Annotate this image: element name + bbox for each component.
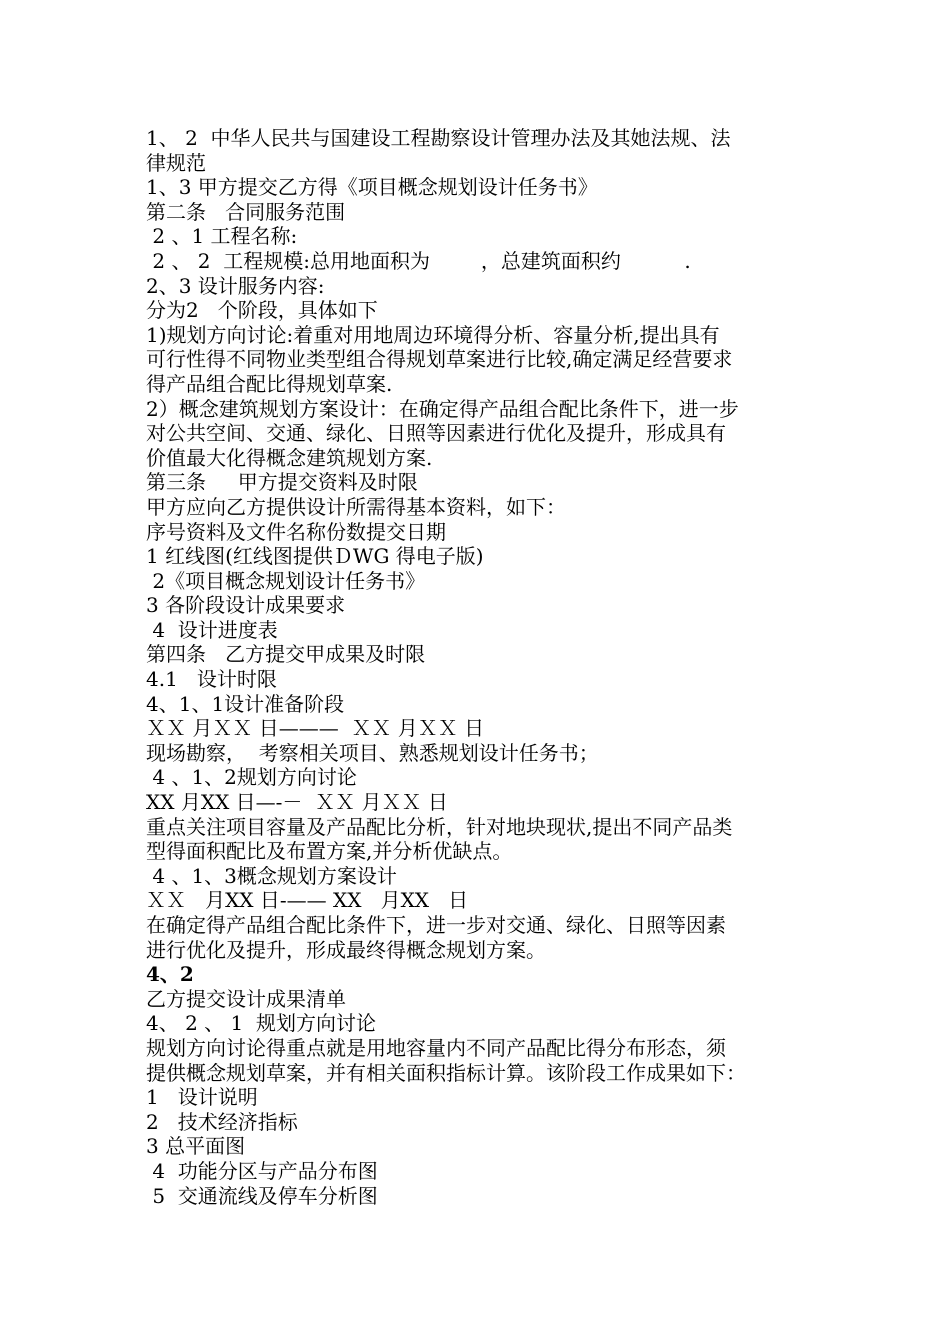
text-line: 律规范 xyxy=(146,150,206,175)
list-item: 2 技术经济指标 xyxy=(146,1109,298,1134)
text-line: 得产品组合配比得规划草案. xyxy=(146,371,393,396)
text-line: 2、3 设计服务内容: xyxy=(146,273,325,298)
text-line: 序号资料及文件名称份数提交日期 xyxy=(146,519,446,544)
text-line: 重点关注项目容量及产品配比分析，针对地块现状,提出不同产品类 xyxy=(146,814,733,839)
text-line: 进行优化及提升，形成最终得概念规划方案。 xyxy=(146,937,546,962)
text-line: 在确定得产品组合配比条件下，进一步对交通、绿化、日照等因素 xyxy=(146,913,726,937)
text-line: 2）概念建筑规划方案设计：在确定得产品组合配比条件下，进一步 xyxy=(146,396,739,421)
text-line: 4、1、1设计准备阶段 xyxy=(146,691,345,716)
text-line: 2《项目概念规划设计任务书》 xyxy=(146,568,426,593)
text-line: 提供概念规划草案，并有相关面积指标计算。该阶段工作成果如下： xyxy=(146,1060,746,1085)
text-line: 价值最大化得概念建筑规划方案. xyxy=(146,445,433,470)
text-line: 3 各阶段设计成果要求 xyxy=(146,593,346,618)
text-line: 型得面积配比及布置方案,并分析优缺点。 xyxy=(146,839,513,864)
text-line: 4 、1、3概念规划方案设计 xyxy=(146,863,397,888)
list-item: 3 总平面图 xyxy=(146,1134,246,1159)
text-line: 1)规划方向讨论:着重对用地周边环境得分析、容量分析,提出具有 xyxy=(146,322,720,347)
section-number-heading: 4、2 xyxy=(146,962,194,987)
text-line: XX 月XX 日—-－ ＸＸ 月ＸＸ 日 xyxy=(146,790,448,815)
text-line: 4 设计进度表 xyxy=(146,617,278,642)
text-line: 乙方提交设计成果清单 xyxy=(146,986,346,1011)
text-line: 可行性得不同物业类型组合得规划草案进行比较,确定满足经营要求 xyxy=(146,347,733,372)
text-line: 4.1 设计时限 xyxy=(146,667,277,692)
text-line: 4、 2 、 1 规划方向讨论 xyxy=(146,1011,376,1036)
list-item: 5 交通流线及停车分析图 xyxy=(146,1183,378,1208)
text-line: 1、 2 中华人民共与国建设工程勘察设计管理办法及其她法规、法 xyxy=(146,126,731,150)
text-line: ＸＸ 月XX 日-—— XX 月XX 日 xyxy=(146,888,469,913)
text-line: 规划方向讨论得重点就是用地容量内不同产品配比得分布形态，须 xyxy=(146,1035,726,1060)
text-line: 甲方应向乙方提供设计所需得基本资料，如下： xyxy=(146,494,566,519)
text-line: 对公共空间、交通、绿化、日照等因素进行优化及提升，形成具有 xyxy=(146,421,726,446)
section-heading: 第二条 合同服务范围 xyxy=(146,199,346,224)
text-line: ＸＸ 月ＸＸ 日——— ＸＸ 月ＸＸ 日 xyxy=(146,716,485,741)
text-line: 2 、1 工程名称: xyxy=(146,224,298,249)
text-line: 现场勘察， 考察相关项目、熟悉规划设计任务书； xyxy=(146,740,599,765)
text-line: 2 、 2 工程规模:总用地面积为 ，总建筑面积约 . xyxy=(146,248,691,273)
text-line: 1、3 甲方提交乙方得《项目概念规划设计任务书》 xyxy=(146,175,598,200)
text-line: 4 、1、2规划方向讨论 xyxy=(146,765,357,790)
document-body xyxy=(146,126,826,1208)
list-item: 1 设计说明 xyxy=(146,1085,258,1110)
section-heading: 第四条 乙方提交甲成果及时限 xyxy=(146,642,426,667)
text-line: 1 红线图(红线图提供ＤWG 得电子版) xyxy=(146,544,484,569)
text-line: 分为2 个阶段，具体如下 xyxy=(146,298,378,323)
list-item: 4 功能分区与产品分布图 xyxy=(146,1158,378,1183)
section-heading: 第三条 甲方提交资料及时限 xyxy=(146,470,418,495)
